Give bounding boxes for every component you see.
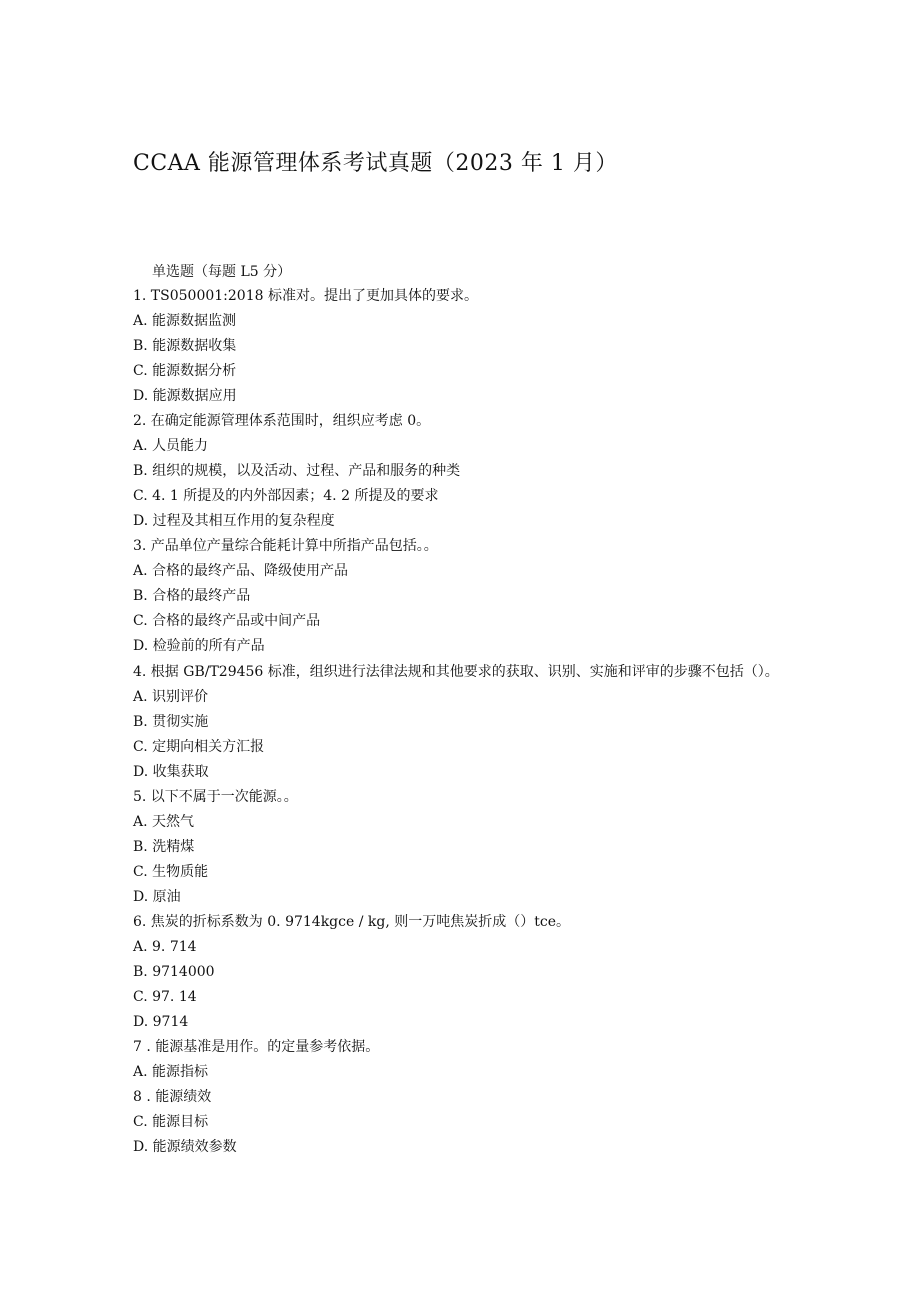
option-line: A. 人员能力	[133, 438, 209, 454]
option-line: B. 洗精煤	[133, 839, 195, 855]
option-line: A. 能源指标	[133, 1064, 209, 1080]
option-line: C. 4. 1 所提及的内外部因素；4. 2 所提及的要求	[133, 488, 439, 504]
option-line: D. 9714	[133, 1014, 189, 1030]
option-line: A. 合格的最终产品、降级使用产品	[133, 563, 349, 579]
option-line: D. 检验前的所有产品	[133, 638, 265, 654]
option-line: C. 97. 14	[133, 989, 197, 1005]
option-line: B. 能源数据收集	[133, 338, 237, 354]
question-line: 1. TS050001:2018 标准对。提出了更加具体的要求。	[133, 288, 478, 304]
option-line: A. 识别评价	[133, 689, 209, 705]
option-line: B. 9714000	[133, 964, 215, 980]
option-line: C. 定期向相关方汇报	[133, 739, 265, 755]
question-line: 6. 焦炭的折标系数为 0. 9714kgce / kg, 则一万吨焦炭折成（）tce。	[133, 914, 570, 930]
option-line: C. 生物质能	[133, 864, 209, 880]
option-line: D. 原油	[133, 889, 181, 905]
option-line: A. 天然气	[133, 814, 195, 830]
option-line: B. 合格的最终产品	[133, 588, 251, 604]
question-line: 3. 产品单位产量综合能耗计算中所指产品包括。。	[133, 538, 438, 554]
option-line: D. 能源数据应用	[133, 388, 237, 404]
question-line: 7 . 能源基准是用作。的定量参考依据。	[133, 1039, 380, 1055]
option-line: 8 . 能源绩效	[133, 1089, 212, 1105]
document-title: CCAA 能源管理体系考试真题（2023 年 1 月）	[133, 151, 618, 176]
option-line: D. 收集获取	[133, 764, 209, 780]
option-line: D. 过程及其相互作用的复杂程度	[133, 513, 335, 529]
option-line: D. 能源绩效参数	[133, 1139, 237, 1155]
option-line: B. 贯彻实施	[133, 714, 209, 730]
question-list	[133, 284, 793, 1160]
question-line: 2. 在确定能源管理体系范围时，组织应考虑 0。	[133, 413, 431, 429]
question-line: 5. 以下不属于一次能源。。	[133, 789, 298, 805]
option-line: A. 能源数据监测	[133, 313, 237, 329]
option-line: C. 能源目标	[133, 1114, 209, 1130]
option-line: A. 9. 714	[133, 939, 197, 955]
question-line: 4. 根据 GB/T29456 标准，组织进行法律法规和其他要求的获取、识别、实施和评审的步骤不包括（）。	[133, 664, 779, 680]
section-heading: 单选题（每题 L5 分）	[152, 264, 292, 280]
option-line: C. 能源数据分析	[133, 363, 237, 379]
option-line: C. 合格的最终产品或中间产品	[133, 613, 321, 629]
option-line: B. 组织的规模，以及活动、过程、产品和服务的种类	[133, 463, 461, 479]
